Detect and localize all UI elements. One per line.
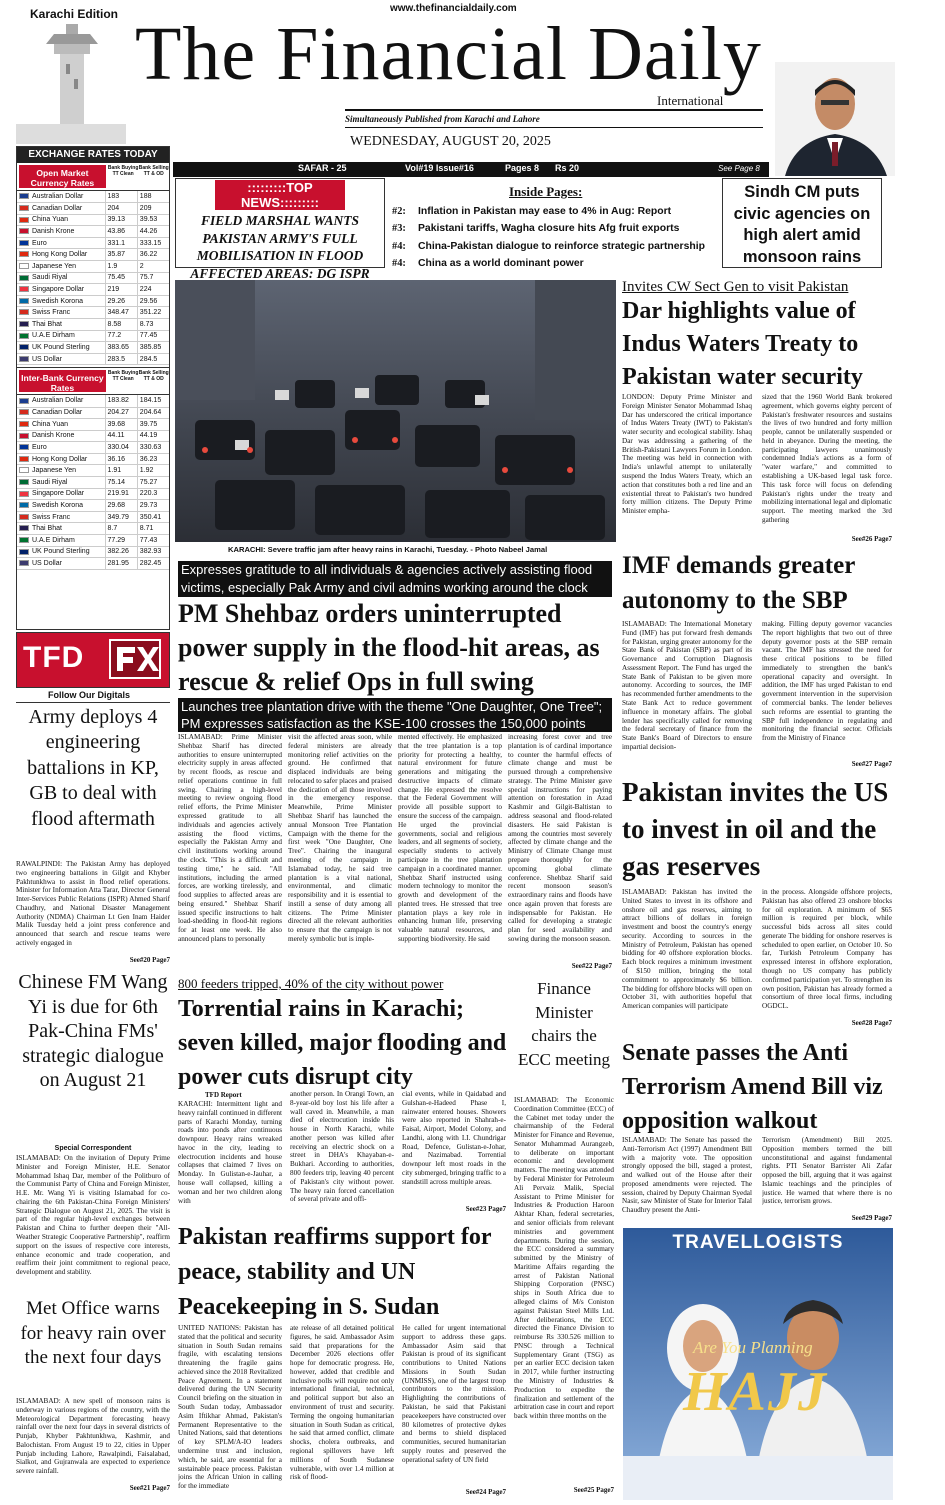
met-office-see[interactable]: See#21 Page7: [129, 1484, 170, 1492]
sell-rate: 44.26: [137, 226, 169, 238]
buy-rate: 77.2: [105, 330, 137, 342]
rate-row: [17, 249, 169, 261]
sell-rate: 77.43: [137, 535, 169, 547]
army-see[interactable]: See#20 Page7: [129, 956, 170, 964]
currency-name: UK Pound Sterling: [32, 548, 90, 556]
sell-rate: 184.15: [137, 395, 169, 407]
flag-icon: [19, 356, 29, 362]
sell-rate: 188: [137, 191, 169, 203]
shehbaz-ticker-1: Expresses gratitude to all individuals & agencies actively assisting flood victims, especially Pak Army and civil admins working around the clock: [178, 561, 612, 597]
rate-row: [17, 465, 169, 477]
flag-icon: [19, 251, 29, 257]
sell-rate: 75.27: [137, 477, 169, 489]
flag-icon: [19, 537, 29, 543]
shehbaz-see[interactable]: See#22 Page7: [571, 962, 612, 970]
flag-icon: [19, 467, 29, 473]
currency-name: US Dollar: [32, 560, 62, 568]
inside-pages-list: [392, 203, 722, 273]
currency-name: Hong Kong Dollar: [32, 251, 88, 259]
tfd-fx-logo: [109, 639, 161, 679]
flag-icon: [19, 398, 29, 404]
flag-icon: [19, 421, 29, 427]
flag-icon: [19, 240, 29, 246]
sell-rate: 350.41: [137, 511, 169, 523]
inside-page-item[interactable]: [392, 238, 722, 255]
sell-rate: 77.45: [137, 330, 169, 342]
rate-row: [17, 226, 169, 238]
sell-rate: 385.85: [137, 342, 169, 354]
rate-row: [17, 272, 169, 284]
senate-body-col-2: Terrorism (Amendment) Bill 2025. Opposition members termed the bill unconstitutional and against fundamental rights. PTI Senator Barrister Ali Zafar opposed the bill, arguing that it was against Islamic teachings and the principles of justice. He warned that where there is no justice, terrorism grows.: [762, 1136, 892, 1206]
inside-pages-title: Inside Pages:: [509, 184, 583, 199]
currency-name: China Yuan: [32, 420, 69, 428]
see-page-link[interactable]: See Page 8: [718, 164, 760, 173]
rate-row: [17, 214, 169, 226]
tagline: Simultaneously Published from Karachi and Lahore: [345, 114, 540, 124]
chinese-fm-body: ISLAMABAD: On the invitation of Deputy Prime Minister and Foreign Minister, H.E. Senator Mohammad Ishaq Dar, member of the Politburo of the Communist Party of China and Foreign Minister, H.E. Mr. Wang Yi is visiting Islamabad for co-chairing the 6th Pakistan-China Foreign Ministers' Strategic Dialogue on August 21, 2025. The visit is part of the regular high-level exchanges between Pakistan and China to further deepen their "All-Weather Strategic Cooperative Partnership", reaffirm support on the issues of respective core interests, enhance economic and trade cooperation, and reaffirm their joint commitment to regional peace, development and stability.: [16, 1154, 170, 1277]
us-invest-body-col-2: in the process. Alongside offshore projects, Pakistan has also offered 23 onshore blocks for oil exploration. A minimum of $65 million is required per block, while successful bids across all sites could generate The bidding for onshore reserves is scheduled to open earlier, on October 10. So far, Turkish Petroleum Company has expressed interest in offshore exploration, though no US company has publicly confirmed participation yet. To strengthen its own position, Pakistan has already formed a consortium of three local firms, including OGDCL.: [762, 888, 892, 1011]
sell-rate: 382.93: [137, 546, 169, 558]
rate-row: [17, 453, 169, 465]
flag-icon: [19, 444, 29, 450]
sell-rate: 333.15: [137, 237, 169, 249]
sell-rate: 284.5: [137, 353, 169, 365]
rate-row: [17, 558, 169, 570]
shehbaz-headline: PM Shehbaz orders uninterrupted power supply in the flood-hit areas, as rescue & relief Ops in full swing: [178, 599, 600, 696]
us-invest-headline: Pakistan invites the US to invest in oil and the gas reserves: [622, 777, 889, 881]
masthead-title: The Financial Daily: [135, 12, 762, 96]
tfd-logo-panel[interactable]: [16, 632, 170, 688]
buy-rate: 183.82: [105, 395, 137, 407]
rate-row: [17, 535, 169, 547]
flag-icon: [19, 479, 29, 485]
army-headline: Army deploys 4 engineering battalions in KP, GB to deal with flood aftermath: [27, 706, 159, 830]
flag-icon: [19, 228, 29, 234]
buy-rate: 29.68: [105, 500, 137, 512]
rate-row: [17, 191, 169, 203]
volume-issue: Vol#19 Issue#16: [405, 163, 474, 173]
indus-body-col-1: LONDON: Deputy Prime Minister and Foreign Minister Senator Mohammad Ishaq Dar has underscored the critical importance of Indus Waters Treaty (IWT) to Pakistan's water security and ecological stability. Ishaq Dar was addressing a gathering of the British-Pakistani Lawyers Forum in London. The meeting was held in connection with India's unlawful attempt to unilaterally suspend the Indus Waters Treaty, which an action that constitutes both a red line and an existential threat to Pakistan's two hundred forty million citizens. The Deputy Prime Minister empha-: [622, 393, 752, 516]
buy-rate: 8.58: [105, 319, 137, 331]
senate-see[interactable]: See#29 Page7: [851, 1214, 892, 1222]
rate-row: [17, 203, 169, 215]
left-rule: [16, 702, 170, 703]
ad-brand: TRAVELLOGISTS: [672, 1232, 844, 1253]
buy-rate: 383.65: [105, 342, 137, 354]
sell-rate: 2: [137, 261, 169, 273]
currency-name: UK Pound Sterling: [32, 344, 90, 352]
rate-row: [17, 319, 169, 331]
currency-name: Australian Dollar: [32, 397, 84, 405]
buy-rate: 382.26: [105, 546, 137, 558]
imf-see[interactable]: See#27 Page7: [851, 760, 892, 768]
exchange-rates-title: EXCHANGE RATES TODAY: [17, 147, 169, 163]
rate-row: [17, 511, 169, 523]
sell-rate: 8.71: [137, 523, 169, 535]
flag-icon: [19, 193, 29, 199]
currency-name: Canadian Dollar: [32, 409, 83, 417]
flag-icon: [19, 205, 29, 211]
army-body: RAWALPINDI: The Pakistan Army has deployed two engineering battalions in Gilgit and Khyber Pakhtunkhwa to assist in flood relief operations. Minister for Information Atta Tarar, Director General Inter-Services Public Relations (ISPR) Ahmed Sharif Chaudhry, and National Disaster Management Authority (NDMA) Chairman Lt Gen Inam Haider Malik Tuesday held a joint press conference and announced that search and rescue teams were actively engaged in: [16, 860, 170, 948]
sudan-body-col-2: ate release of all detained political figures, he said. Ambassador Asim said that preparations for the December 2026 elections offer hope for democratic progress. He, however, added that credible and inclusive polls will require not only international financial, technical, and political support but also an environment of trust and security. Terming the ongoing humanitarian situation in South Sudan as critical, he said that armed conflict, climate shocks, cholera outbreaks, and regional spillovers have left millions of South Sudanese vulnerable, with over 1.4 million at risk of flood-: [290, 1324, 394, 1482]
buy-rate: 330.04: [105, 442, 137, 454]
chinese-fm-headline: Chinese FM Wang Yi is due for 6th Pak-China FMs' strategic dialogue on August 21: [18, 971, 168, 1092]
currency-name: Singapore Dollar: [32, 490, 85, 498]
flag-icon: [19, 456, 29, 462]
masthead-rule-2: [345, 127, 763, 128]
currency-name: Japanese Yen: [32, 467, 76, 475]
currency-name: Saudi Riyal: [32, 274, 68, 282]
ecc-body: ISLAMABAD: The Economic Coordination Committee (ECC) of the Cabinet met today under the chairmanship of the Federal Minister for Finance and Revenue, Senator Muhammad Aurangzeb, to deliberate on important economic and development matters. The meeting was attended by Federal Minister for Petroleum Ali Pervaiz Malik, Special Assistant to Prime Minister for Industries & Production Haroon Akhtar Khan, federal secretaries, and senior officials from relevant ministries and government departments. During the session, the ECC considered a summary submitted by the Ministry of Maritime Affairs regarding the arrest of Pakistan National Shipping Corporation (PNSC) ships in South Africa due to alleged claims of M/s Coniston against Pakistan Steel Mills Ltd. After deliberations, the ECC directed the Finance Division to reimburse Rs 330.526 million to PNSC through a Technical Supplementary Grant (TSG) as per an earlier ECC decision taken in 2017, while further instructing the Ministry of Industries & Production to expedite the finalization and settlement of the arbitration case in court and report back within three months on the: [514, 1096, 614, 1421]
top-news-box: [175, 178, 385, 281]
sindh-cm-headline: Sindh CM puts civic agencies on high alert amid monsoon rains: [733, 183, 871, 266]
currency-name: U.A.E Dirham: [32, 536, 75, 544]
rate-row: [17, 395, 169, 407]
imf-body-col-2: making. Filling deputy governor vacancies The report highlights that two out of three deputy governor posts at the SBP remain vacant. The IMF has stressed the need for these critical positions to be filled immediately to strengthen the bank's operational capacity and oversight. In addition, the IMF has urged Pakistan to end government intervention in the supervision of commercial banks. The lender believes such reforms are essential to granting the SBP full independence in regulating and monitoring the financial sector. Officials from the Ministry of Finance: [762, 620, 892, 743]
flag-icon: [19, 549, 29, 555]
ecc-headline: Finance Minister chairs the ECC meeting: [517, 979, 611, 1069]
inside-page-item[interactable]: [392, 203, 722, 220]
buy-rate: 348.47: [105, 307, 137, 319]
sell-rate: 330.63: [137, 442, 169, 454]
buy-rate: 29.26: [105, 295, 137, 307]
flag-icon: [19, 514, 29, 520]
sell-rate: 220.3: [137, 488, 169, 500]
currency-name: Japanese Yen: [32, 262, 76, 270]
inside-page-text: Pakistani tariffs, Wagha closure hits Afg fruit exports: [418, 223, 680, 235]
buy-rate: 331.1: [105, 237, 137, 249]
col-sell-header-2: Bank Selling TT & OD: [138, 370, 169, 383]
edition-label: Karachi Edition: [30, 7, 119, 21]
rate-row: [17, 430, 169, 442]
sell-rate: 29.56: [137, 295, 169, 307]
inside-page-number: #4:: [392, 240, 406, 252]
currency-name: Australian Dollar: [32, 193, 84, 201]
buy-rate: 204.27: [105, 407, 137, 419]
sell-rate: 39.53: [137, 214, 169, 226]
buy-rate: 281.95: [105, 558, 137, 570]
open-market-table: [17, 191, 169, 365]
buy-rate: 75.14: [105, 477, 137, 489]
karachi-body-col-1: KARACHI: Intermittent light and heavy rainfall continued in different parts of Karachi Monday, turning roads into ponds after continuous downpour. Heavy rains wreaked havoc in the city, leading to electrocution incidents and house collapses that claimed 7 lives on Monday. In Gulistan-e-Jauhar, a house wall collapsed, killing a woman and her two children along with: [178, 1100, 282, 1205]
flag-icon: [19, 298, 29, 304]
sell-rate: 44.19: [137, 430, 169, 442]
currency-name: Swedish Korona: [32, 502, 83, 510]
currency-name: Euro: [32, 239, 47, 247]
indus-headline: Dar highlights value of Indus Waters Treaty to Pakistan water security: [622, 298, 863, 390]
issue-date: WEDNESDAY, AUGUST 20, 2025: [350, 134, 551, 149]
rate-row: [17, 353, 169, 365]
buy-rate: 1.9: [105, 261, 137, 273]
flag-icon: [19, 502, 29, 508]
indus-body-col-2: sized that the 1960 World Bank brokered agreement, which governs eighty percent of Pakistan's freshwater resources and sustains the lives of two hundred and forty million people, cannot be unilaterally suspended or held in abeyance. During the meeting, the participating lawyers unanimously condemned India's actions as a form of "water warfare," and committed to establishing a UK-based legal task force. This task force will focus on defending Pakistan's rights under the treaty and mobilizing international legal and diplomatic support. The meeting marked the 3rd gathering: [762, 393, 892, 524]
currency-name: Hong Kong Dollar: [32, 455, 88, 463]
rate-row: [17, 500, 169, 512]
flag-icon: [19, 309, 29, 315]
page-count: Pages 8: [505, 163, 540, 173]
currency-name: Danish Krone: [32, 432, 75, 440]
open-market-label: Open Market Currency Rates: [19, 165, 106, 188]
currency-name: Danish Krone: [32, 228, 75, 236]
buy-rate: 77.29: [105, 535, 137, 547]
sell-rate: 36.23: [137, 453, 169, 465]
flag-icon: [19, 333, 29, 339]
buy-rate: 39.13: [105, 214, 137, 226]
sell-rate: 209: [137, 203, 169, 215]
flag-icon: [19, 409, 29, 415]
inside-page-text: China as a world dominant power: [418, 258, 584, 270]
flag-icon: [19, 433, 29, 439]
karachi-byline: TFD Report: [205, 1091, 242, 1099]
sudan-body-col-3: He called for urgent international support to address these gaps. Ambassador Asim said that Pakistan is proud of its significant contributions to United Nations Missions in South Sudan (UNMISS), one of the largest troop contributors to the mission. Highlighting the contributions of Pakistan, he said that Pakistani peacekeepers have constructed over 80 kilometres of protective dykes and berms to shield displaced communities, secured humanitarian supply routes and preserved the operational safety of UN field: [402, 1324, 506, 1464]
senate-body-col-1: ISLAMABAD: The Senate has passed the Anti-Terrorism Act (1997) Amendment Bill with a majority vote. The opposition strongly opposed the bill, staged a protest, and walked out of the House after their proposed amendments were rejected. The session, chaired by Deputy Chairman Syedal Nasir, saw Minister of State for Interior Talal Chaudhry present the Anti-: [622, 1136, 752, 1215]
inside-page-number: #3:: [392, 223, 406, 235]
rate-row: [17, 295, 169, 307]
karachi-see[interactable]: See#23 Page7: [465, 1205, 506, 1213]
currency-name: Canadian Dollar: [32, 204, 83, 212]
minaret-illustration: [16, 24, 126, 144]
imf-headline: IMF demands greater autonomy to the SBP: [622, 552, 855, 614]
indus-see[interactable]: See#26 Page7: [851, 535, 892, 543]
currency-name: Swiss Franc: [32, 309, 71, 317]
exchange-rates-panel: [16, 146, 170, 630]
buy-rate: 1.91: [105, 465, 137, 477]
flag-icon: [19, 217, 29, 223]
rate-row: [17, 342, 169, 354]
website-url[interactable]: www.thefinancialdaily.com: [390, 3, 517, 14]
currency-name: Thai Bhat: [32, 525, 62, 533]
flag-icon: [19, 344, 29, 350]
flag-icon: [19, 286, 29, 292]
buy-rate: 75.45: [105, 272, 137, 284]
sell-rate: 224: [137, 284, 169, 296]
karachi-body-col-3: cial events, while in Qaidabad and Gulshan-e-Hadeed Phase I, rainwater entered houses. Showers were also reported in Shahrah-e-Faisal, Airport, Model Colony, and Landhi, along with I.I. Chundrigar Road, Defence, Gulistan-e-Johar, and Nazimabad. Torrential downpour left most roads in the city submerged, bringing traffic to a standstill across multiple areas.: [402, 1090, 506, 1186]
buy-rate: 349.79: [105, 511, 137, 523]
karachi-traffic-photo: [175, 280, 616, 542]
flag-icon: [19, 321, 29, 327]
buy-rate: 219.91: [105, 488, 137, 500]
buy-rate: 36.16: [105, 453, 137, 465]
flag-icon: [19, 525, 29, 531]
inter-bank-table: [17, 395, 169, 569]
sell-rate: 204.64: [137, 407, 169, 419]
rate-row: [17, 419, 169, 431]
chinese-fm-byline: Special Correspondent: [54, 1145, 132, 1152]
buy-rate: 35.87: [105, 249, 137, 261]
price: Rs 20: [555, 163, 580, 173]
buy-rate: 44.11: [105, 430, 137, 442]
buy-rate: 283.5: [105, 353, 137, 365]
rate-row: [17, 477, 169, 489]
sell-rate: 36.22: [137, 249, 169, 261]
tfd-logo: TFD: [23, 641, 85, 674]
col-buy-header-2: Bank Buying TT Clean: [107, 370, 139, 383]
inside-page-number: #4:: [392, 258, 406, 270]
sudan-headline: Pakistan reaffirms support for peace, stability and UN Peacekeeping in S. Sudan: [178, 1224, 492, 1320]
flag-icon: [19, 263, 29, 269]
inside-page-item[interactable]: [392, 255, 722, 272]
ad-tagline: Are You Planning: [693, 1338, 813, 1357]
col-buy-header: Bank Buying TT Clean: [107, 165, 139, 177]
buy-rate: 204: [105, 203, 137, 215]
follow-digitals[interactable]: Follow Our Digitals: [48, 690, 131, 700]
sell-rate: 75.7: [137, 272, 169, 284]
inside-page-text: Inflation in Pakistan may ease to 4% in Aug: Report: [418, 206, 672, 217]
rate-row: [17, 407, 169, 419]
met-office-headline: Met Office warns for heavy rain over the next four days: [20, 1298, 166, 1369]
rate-row: [17, 261, 169, 273]
sell-rate: 8.73: [137, 319, 169, 331]
currency-name: Saudi Riyal: [32, 478, 68, 486]
masthead-rule: [345, 109, 763, 111]
inside-page-number: #2:: [392, 206, 406, 217]
sell-rate: 1.92: [137, 465, 169, 477]
us-invest-body-col-1: ISLAMABAD: Pakistan has invited the United States to invest in its offshore and onshore oil and gas reserves, aiming to attract billions of dollars in foreign investment and boost the country's energy security. According to sources in the Ministry of Petroleum, Pakistan has opened bidding for 40 offshore exploration blocks. Each block requires a minimum investment of $150 million, bringing the total commitment to approximately $6 billion. The bidding for offshore blocks will open on October 31, with authorities hopeful that American companies will participate: [622, 888, 752, 1011]
sell-rate: 351.22: [137, 307, 169, 319]
buy-rate: 39.68: [105, 419, 137, 431]
sudan-body-col-1: UNITED NATIONS: Pakistan has stated that the political and security situation in South Sudan remains fragile, with escalating tensions threatening the fragile gains achieved since the 2018 Revitalized Peace Agreement. In a statement delivered during the UN Security Council briefing on the situation in South Sudan today, Ambassador Asim Iftikhar Ahmad, Pakistan's Permanent Representative to the United Nations, said that detentions of key SPLM/A-IO leaders undermine trust and inclusion, which, he said, are essential for a sustainable peace process. Pakistan joins the African Union in calling for the immediate: [178, 1324, 282, 1491]
flag-icon: [19, 560, 29, 566]
imf-body-col-1: ISLAMABAD: The International Monetary Fund (IMF) has put forward fresh demands for Pakistan, urging greater autonomy for the State Bank of Pakistan (SBP) as part of its Governance and Corruption Diagnosis Assessment Report. The Fund has urged the State Bank of Pakistan to be given more autonomy. According to sources, the IMF has recommended further amendments to the State Bank Act to reduce government influence in monetary affairs. The global lender has specifically called for removing the federal secretary of finance from the State Bank's Board of Directors to ensure impartial decision-: [622, 620, 752, 751]
rate-row: [17, 488, 169, 500]
travellogists-ad[interactable]: [623, 1228, 893, 1500]
currency-name: Swedish Korona: [32, 297, 83, 305]
karachi-ticker: 800 feeders tripped, 40% of the city without power: [178, 976, 444, 991]
rate-row: [17, 284, 169, 296]
currency-name: Singapore Dollar: [32, 286, 85, 294]
inside-page-item[interactable]: [392, 220, 722, 237]
shehbaz-body-col-3: mented effectively. He emphasized that the tree plantation is a top priority for protecting a healthy, natural environment for future generations and mitigating the destructive impacts of climate change. He expressed the resolve that the Federal Government will provide all possible support to ensure the success of the campaign. He urged the provincial governments, social and religious leaders, and all segments of society, especially students to actively participate in the tree plantation campaign in a coordinated manner. Shehbaz Sharif instructed using modern technology to monitor the growth and development of the planted trees. He stressed that tree plantation plays a key role in enhancing human life, preserving valuable natural resources, and supporting biodiversity. He said: [398, 733, 502, 943]
currency-name: U.A.E Dirham: [32, 332, 75, 340]
indus-kicker: Invites CW Sect Gen to visit Pakistan: [622, 279, 849, 295]
masthead-subtitle: International: [657, 93, 724, 108]
met-office-body: ISLAMABAD: A new spell of monsoon rains is underway in various regions of the country, with the Meteorological Department forecasting heavy rainfall over the next four days in several districts of Punjab, Khyber Pakhtunkhwa, Kashmir, and Balochistan. From August 19 to 22, cities in Upper Punjab including Lahore, Rawalpindi, Faisalabad, Sialkot, and Gujranwala are expected to experience severe rainfall.: [16, 1397, 170, 1476]
top-news-label: :::::::::TOP NEWS:::::::::: [215, 180, 345, 210]
sell-rate: 29.73: [137, 500, 169, 512]
rate-row: [17, 307, 169, 319]
main-photo-caption: KARACHI: Severe traffic jam after heavy rains in Karachi, Tuesday. - Photo Nabeel Jamal: [228, 545, 548, 554]
flag-icon: [19, 491, 29, 497]
top-news-headline: FIELD MARSHAL WANTS PAKISTAN ARMY'S FULL MOBILISATION IN FLOOD AFFECTED AREAS: DG ISPR: [190, 213, 370, 281]
senate-headline: Senate passes the Anti Terrorism Amend Bill viz opposition walkout: [622, 1040, 883, 1134]
rate-row: [17, 442, 169, 454]
shehbaz-body-col-2: visit the affected areas soon, while federal ministers are already monitoring relief activities on the ground. He confirmed that displaced individuals are being relocated to safer places and praised the dedication of all those involved in the emergency response. Meanwhile, Prime Minister Shehbaz Sharif has launched the annual Monsoon Tree Plantation Campaign with the theme for the first week "One Daughter, One Tree". Chairing the inaugural meeting of the campaign in Islamabad today, he said tree plantation is a vital national, environmental, and climatic responsibility and it is essential to instill a sense of duty among all citizens. The Prime Minister directed all the relevant authorities to ensure that the campaign is not merely symbolic but is imple-: [288, 733, 392, 943]
currency-name: Euro: [32, 444, 47, 452]
currency-name: Swiss Franc: [32, 513, 71, 521]
karachi-body-col-2: another person. In Orangi Town, an 8-year-old boy lost his life after a wall caved in. Meanwhile, a man died of electrocution inside his house in North Karachi, while another person was killed after receiving an electric shock on a street in DHA's Khayaban-e-Bukhari. According to authorities, 800 feeders trip, leaving 40 percent of Pakistan's city without power. The heavy rain forced cancellation of several private and offi-: [290, 1090, 394, 1204]
shehbaz-body-col-1: ISLAMABAD: Prime Minister Shehbaz Sharif has directed authorities to ensure uninterrupted electricity supply in areas affected by recent floods, as rescue and relief operations continue in full swing. Chairing a high-level meeting to review ongoing flood relief efforts, the Prime Minister expressed gratitude to all individuals and agencies actively assisting the flood victims, especially the Pakistan Army and civil institutions working around the clock. "This is a difficult and testing time," he said. "All institutions, including the armed forces, are working tirelessly, and food supplies to affected areas are being ensured." Shehbaz Sharif issued specific instructions to halt load-shedding in flood-hit regions for at least one week. He also announced plans to personally: [178, 733, 282, 943]
col-sell-header: Bank Selling TT & OD: [138, 165, 169, 177]
sudan-see[interactable]: See#24 Page7: [465, 1488, 506, 1496]
buy-rate: 43.86: [105, 226, 137, 238]
inside-page-text: China-Pakistan dialogue to reinforce strategic partnership: [418, 240, 705, 252]
buy-rate: 183: [105, 191, 137, 203]
rate-row: [17, 523, 169, 535]
ecc-see[interactable]: See#25 Page7: [573, 1486, 614, 1494]
hijri-date: SAFAR - 25: [298, 163, 347, 173]
flag-icon: [19, 275, 29, 281]
shehbaz-ticker-2: Launches tree plantation drive with the theme "One Daughter, One Tree"; PM expresses satisfaction as the KSE-100 crosses the 150,000 points: [178, 698, 612, 732]
karachi-headline: Torrential rains in Karachi; seven killed, major flooding and power cuts disrupt city: [178, 996, 507, 1090]
us-invest-see[interactable]: See#28 Page7: [851, 1019, 892, 1027]
currency-name: US Dollar: [32, 355, 62, 363]
buy-rate: 219: [105, 284, 137, 296]
sell-rate: 282.45: [137, 558, 169, 570]
rate-row: [17, 546, 169, 558]
shehbaz-body-col-4: increasing forest cover and tree plantation is of cardinal importance to counter the harmful effects of climate change and must be pursued through a comprehensive strategy. The Prime Minister gave special instructions for paying attention on forestation in Azad Kashmir and Gilgit-Baltistan to address seasonal and flood-related disasters. He said Pakistan is among the countries most severely affected by climate change and the Ministry of Climate Change must prepare thoroughly for the upcoming global climate conference. Shehbaz Sharif said recent monsoon season's extraordinary rains and floods have once again proven that forests are indispensable for Pakistan. He called for developing a strategic plan for seed availability and sowing during the monsoon season.: [508, 733, 612, 943]
rate-row: [17, 237, 169, 249]
rate-row: [17, 330, 169, 342]
currency-name: Thai Bhat: [32, 320, 62, 328]
buy-rate: 8.7: [105, 523, 137, 535]
currency-name: China Yuan: [32, 216, 69, 224]
sindh-cm-photo: [775, 62, 895, 176]
sell-rate: 39.75: [137, 419, 169, 431]
inter-bank-label: Inter-Bank Currency Rates: [19, 370, 106, 392]
ad-hajj-word: HAJJ: [683, 1361, 828, 1423]
